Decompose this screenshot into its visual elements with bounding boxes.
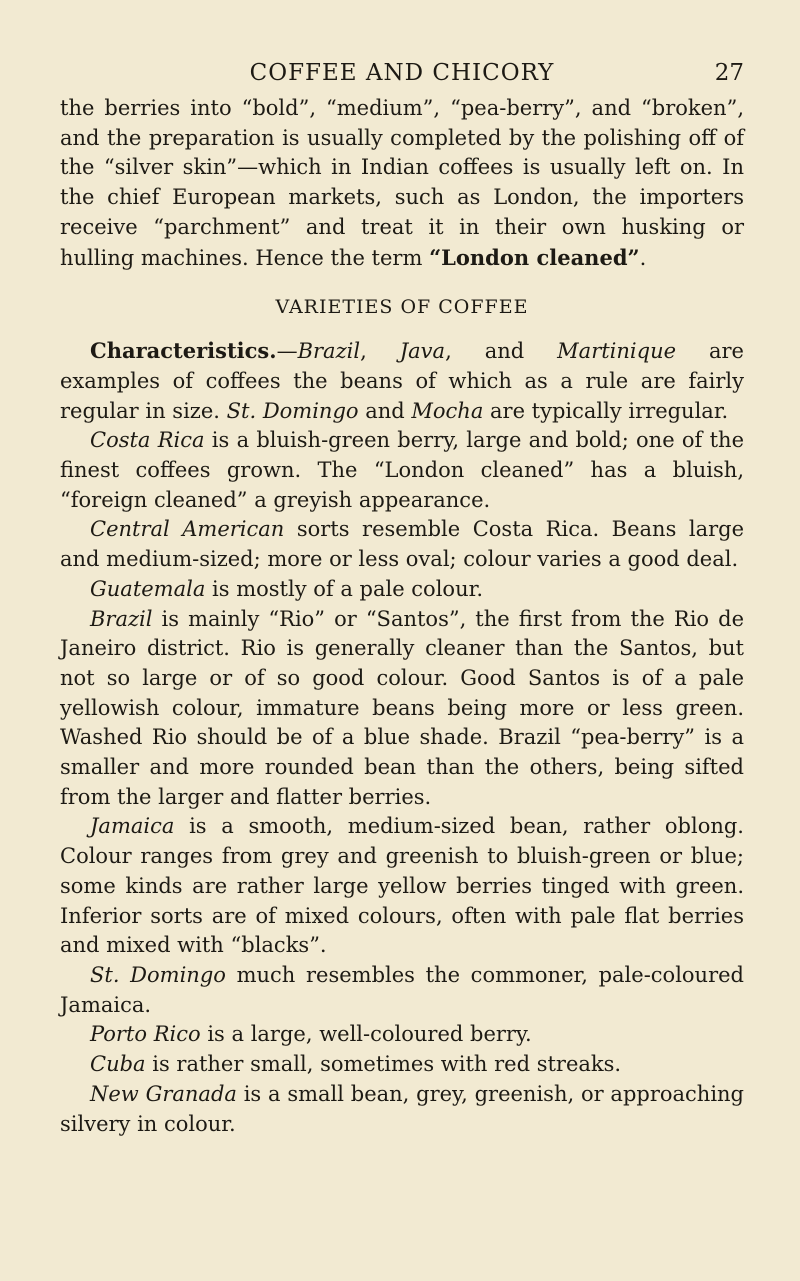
variety-martinique: Martinique	[557, 339, 677, 364]
characteristics-dash: —	[276, 339, 298, 364]
text-segment: ,	[360, 339, 400, 364]
paragraph-st-domingo	[60, 961, 744, 1020]
paragraph-intro	[60, 94, 744, 273]
paragraph-central-american	[60, 515, 744, 574]
paragraph-brazil	[60, 605, 744, 813]
variety-name: New Granada	[90, 1081, 237, 1106]
london-cleaned-term: “London cleaned”	[429, 244, 640, 270]
intro-end: .	[639, 245, 647, 270]
variety-description: is a large, well-coloured berry.	[200, 1022, 532, 1047]
variety-description: is mainly “Rio” or “Santos”, the first from the Rio de Janeiro district. Rio is generally cleaner than the Santos, but not so large or of so good colour. Good Santos is of a pale yellowish colour, immature beans being more or less green. Washed Rio should be of a blue shade. Brazil “pea-berry” is a smaller and more rounded bean than the others, being sifted from the larger and flatter berries.	[60, 606, 744, 809]
running-header	[60, 52, 744, 94]
paragraph-jamaica	[60, 812, 744, 961]
paragraph-guatemala	[60, 575, 744, 605]
paragraph-costa-rica	[60, 426, 744, 515]
page-number: 27	[714, 60, 744, 86]
variety-description: is a small bean, grey, greenish, or approaching silvery in colour.	[60, 1081, 745, 1136]
characteristics-lead: Characteristics.	[90, 338, 277, 364]
variety-name: Brazil	[90, 606, 153, 631]
body-text	[60, 94, 744, 1139]
variety-name: Porto Rico	[90, 1022, 201, 1047]
variety-st-domingo: St. Domingo	[226, 398, 359, 423]
text-segment: , and	[445, 339, 558, 364]
variety-name: Costa Rica	[90, 428, 205, 453]
variety-description: sorts resemble Costa Rica. Beans large and medium-sized; more or less oval; colour varies a good deal.	[60, 517, 745, 572]
variety-java: Java	[399, 339, 446, 364]
variety-name: Jamaica	[90, 814, 175, 839]
variety-name: Central American	[90, 517, 285, 542]
variety-description: is a smooth, medium-sized bean, rather oblong. Colour ranges from grey and greenish to bluish-green or blue; some kinds are rather large yellow berries tinged with green. Inferior sorts are of mixed colours, often with pale flat berries and mixed with “blacks”.	[60, 814, 744, 958]
variety-name: Cuba	[90, 1052, 146, 1077]
variety-description: much resembles the commoner, pale-coloured Jamaica.	[60, 962, 744, 1017]
paragraph-cuba	[60, 1050, 744, 1080]
variety-description: is a bluish-green berry, large and bold; one of the finest coffees grown. The “London cleaned” has a bluish, “foreign cleaned” a greyish appearance.	[60, 428, 744, 512]
text-segment: are examples of coffees the beans of which as a rule are fairly regular in size.	[60, 339, 744, 423]
section-heading: VARIETIES OF COFFEE	[275, 296, 529, 319]
variety-brazil: Brazil	[297, 339, 361, 364]
text-segment: and	[358, 398, 412, 423]
paragraph-new-granada	[60, 1080, 744, 1139]
variety-mocha: Mocha	[411, 398, 484, 423]
text-segment: are typically irregular.	[483, 398, 729, 423]
variety-name: St. Domingo	[90, 962, 226, 987]
paragraph-characteristics	[60, 336, 744, 426]
variety-name: Guatemala	[90, 576, 206, 601]
variety-description: is mostly of a pale colour.	[205, 576, 483, 601]
intro-text: the berries into “bold”, “medium”, “pea-berry”, and “broken”, and the preparation is usually completed by the polishing off of the “silver skin”—which in Indian coffees is usually left on. In the chief European markets, such as London, the importers receive “parchment” and treat it in their own husking or hulling machines. Hence the term	[60, 96, 744, 270]
variety-description: is rather small, sometimes with red streaks.	[145, 1052, 622, 1077]
running-title: COFFEE AND CHICORY	[249, 60, 555, 86]
paragraph-porto-rico	[60, 1020, 744, 1050]
